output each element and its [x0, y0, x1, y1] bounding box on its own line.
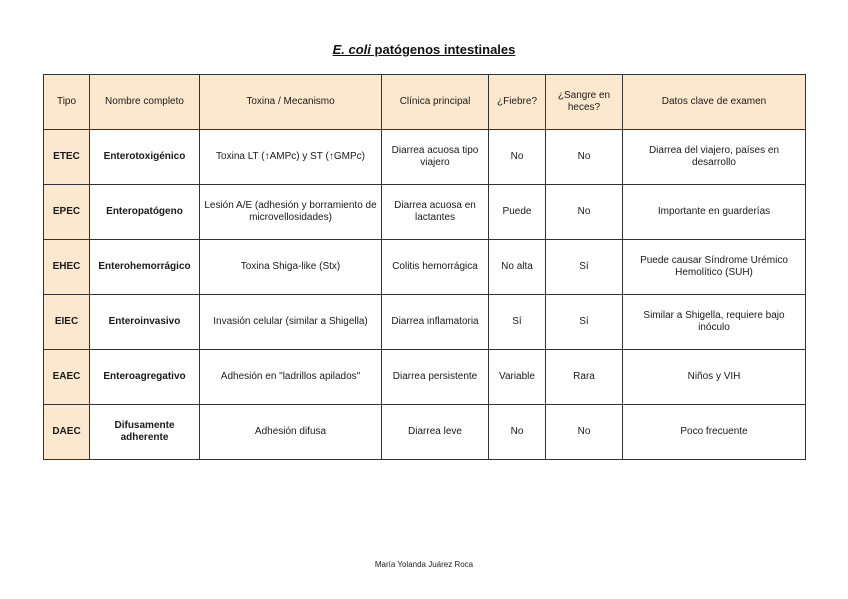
footer-author: María Yolanda Juárez Roca — [374, 560, 474, 569]
page-title — [0, 42, 848, 57]
cell-tipo: EAEC — [44, 350, 90, 405]
cell-fiebre: No alta — [489, 240, 546, 295]
cell-sangre: Sí — [546, 240, 623, 295]
title-text: patógenos intestinales — [370, 42, 516, 57]
cell-nombre: Enteropatógeno — [90, 185, 200, 240]
cell-nombre: Enteroinvasivo — [90, 295, 200, 350]
cell-tipo: DAEC — [44, 405, 90, 460]
cell-tipo: ETEC — [44, 130, 90, 185]
table-row — [44, 240, 806, 295]
cell-fiebre: Sí — [489, 295, 546, 350]
cell-toxina: Adhesión en "ladrillos apilados" — [200, 350, 382, 405]
cell-toxina: Toxina Shiga-like (Stx) — [200, 240, 382, 295]
table-row — [44, 405, 806, 460]
cell-datos: Importante en guarderías — [623, 185, 806, 240]
cell-datos: Puede causar Síndrome Urémico Hemolítico (SUH) — [623, 240, 806, 295]
title-species: E. coli — [332, 42, 371, 57]
cell-clinica: Diarrea leve — [382, 405, 489, 460]
cell-sangre: Sí — [546, 295, 623, 350]
cell-fiebre: Variable — [489, 350, 546, 405]
header-nombre: Nombre completo — [90, 75, 200, 130]
header-sangre: ¿Sangre en heces? — [546, 75, 623, 130]
header-clinica: Clínica principal — [382, 75, 489, 130]
cell-nombre: Difusamente adherente — [90, 405, 200, 460]
pathogens-table — [43, 74, 806, 460]
cell-datos: Diarrea del viajero, países en desarrollo — [623, 130, 806, 185]
cell-sangre: No — [546, 130, 623, 185]
cell-clinica: Diarrea acuosa en lactantes — [382, 185, 489, 240]
header-toxina: Toxina / Mecanismo — [200, 75, 382, 130]
cell-fiebre: No — [489, 130, 546, 185]
header-row — [44, 75, 806, 130]
cell-toxina: Toxina LT (↑AMPc) y ST (↑GMPc) — [200, 130, 382, 185]
cell-datos: Niños y VIH — [623, 350, 806, 405]
cell-sangre: No — [546, 185, 623, 240]
table-row — [44, 295, 806, 350]
header-fiebre: ¿Fiebre? — [489, 75, 546, 130]
cell-clinica: Colitis hemorrágica — [382, 240, 489, 295]
cell-sangre: No — [546, 405, 623, 460]
cell-sangre: Rara — [546, 350, 623, 405]
table-row — [44, 350, 806, 405]
header-tipo: Tipo — [44, 75, 90, 130]
table-row — [44, 185, 806, 240]
cell-nombre: Enterohemorrágico — [90, 240, 200, 295]
cell-toxina: Lesión A/E (adhesión y borramiento de microvellosidades) — [200, 185, 382, 240]
cell-clinica: Diarrea persistente — [382, 350, 489, 405]
cell-clinica: Diarrea inflamatoria — [382, 295, 489, 350]
cell-nombre: Enterotoxigénico — [90, 130, 200, 185]
cell-nombre: Enteroagregativo — [90, 350, 200, 405]
table-row — [44, 130, 806, 185]
header-datos: Datos clave de examen — [623, 75, 806, 130]
cell-toxina: Invasión celular (similar a Shigella) — [200, 295, 382, 350]
cell-datos: Similar a Shigella, requiere bajo inóculo — [623, 295, 806, 350]
cell-tipo: EPEC — [44, 185, 90, 240]
cell-tipo: EHEC — [44, 240, 90, 295]
cell-fiebre: Puede — [489, 185, 546, 240]
cell-toxina: Adhesión difusa — [200, 405, 382, 460]
cell-fiebre: No — [489, 405, 546, 460]
cell-tipo: EIEC — [44, 295, 90, 350]
cell-clinica: Diarrea acuosa tipo viajero — [382, 130, 489, 185]
cell-datos: Poco frecuente — [623, 405, 806, 460]
